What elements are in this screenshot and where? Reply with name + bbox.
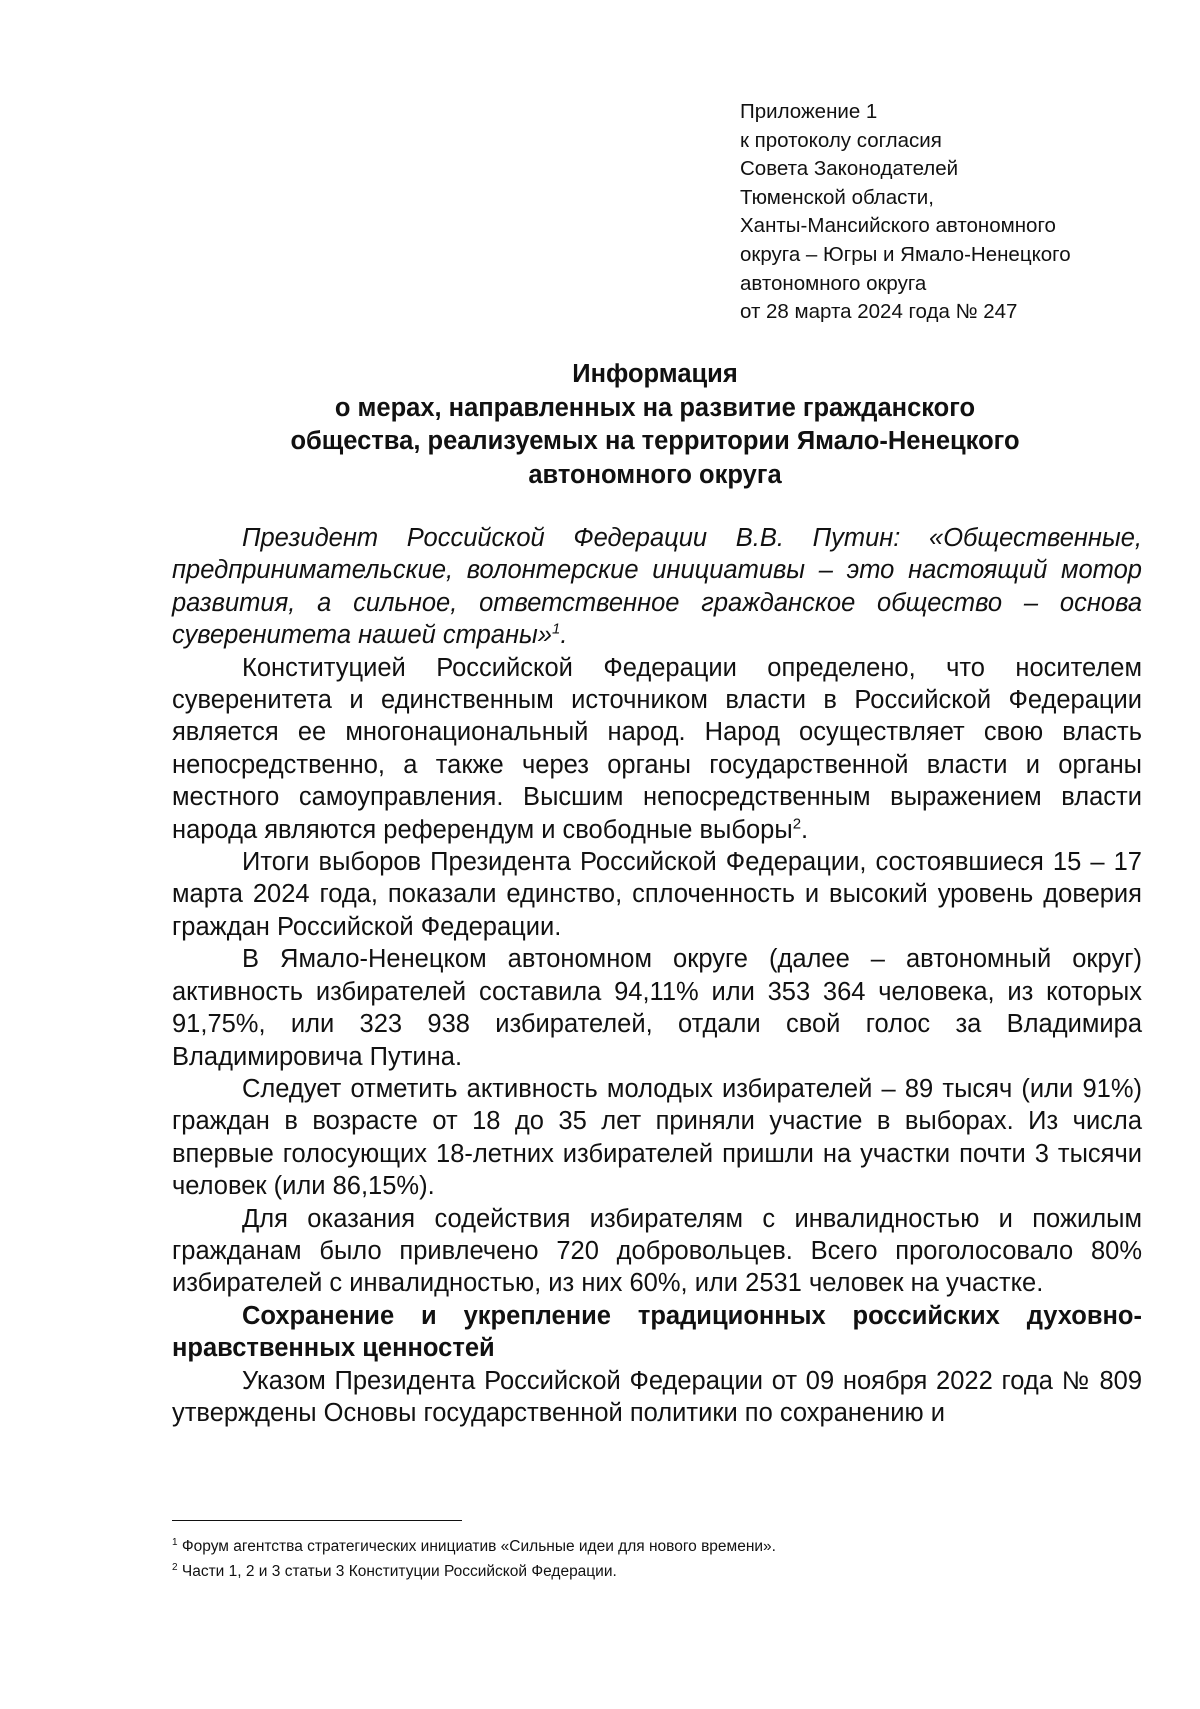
title-line: общества, реализуемых на территории Ямало-Ненецкого bbox=[290, 427, 1020, 455]
appendix-line: Совета Законодателей bbox=[740, 157, 959, 181]
document-body bbox=[172, 522, 1142, 1429]
appendix-line: от 28 марта 2024 года № 247 bbox=[740, 300, 1018, 324]
footnote-number: 1 bbox=[172, 1536, 178, 1548]
footnote-text: Форум агентства стратегических инициатив «Сильные идеи для нового времени». bbox=[181, 1538, 776, 1555]
appendix-line: Ханты-Мансийского автономного bbox=[740, 214, 1056, 238]
title-line: Информация bbox=[572, 360, 738, 388]
paragraph-constitution bbox=[172, 652, 1142, 846]
paragraph-text: Конституцией Российской Федерации определено, что носителем суверенитета и единственным источником власти в Российской Федерации является ее многонациональный народ. Народ осуществляет свою власть непосредственно, а также через органы государственной власти и органы местного самоуправления. Высшим непосредственным выражением власти народа являются референдум и свободные выборы bbox=[172, 653, 1142, 844]
footnote-number: 2 bbox=[172, 1561, 178, 1573]
paragraph-yanao: В Ямало-Ненецком автономном округе (далее – автономный округ) активность избирателей составила 94,11% или 353 364 человека, из которых 91,75%, или 323 938 избирателей, отдали свой голос за Владимира Владимировича Путина. bbox=[172, 945, 1142, 1071]
document-title bbox=[170, 358, 1140, 492]
footnote-item bbox=[172, 1534, 1142, 1559]
paragraph-tail: . bbox=[801, 815, 809, 844]
paragraph-volunteers: Для оказания содействия избирателям с инвалидностью и пожилым гражданам было привлечено 720 добровольцев. Всего проголосовало 80% избирателей с инвалидностью, из них 60%, или 2531 человек на участке. bbox=[172, 1204, 1142, 1298]
appendix-line: округа – Югры и Ямало-Ненецкого bbox=[740, 242, 1071, 266]
footnote-divider bbox=[172, 1520, 462, 1521]
footnote-ref: 1 bbox=[551, 620, 561, 638]
appendix-line: Тюменской области, bbox=[740, 185, 934, 209]
quote-text: Президент Российской Федерации В.В. Путин: «Общественные, предпринимательские, волонтерские инициативы – это настоящий мотор развития, а сильное, ответственное гражданское общество – основа суверенитета нашей страны» bbox=[172, 524, 1142, 650]
footnotes bbox=[172, 1534, 1142, 1584]
title-line: автономного округа bbox=[528, 460, 782, 489]
section-heading: Сохранение и укрепление традиционных российских духовно-нравственных ценностей bbox=[172, 1301, 1142, 1363]
appendix-line: к протоколу согласия bbox=[740, 128, 942, 152]
president-quote bbox=[172, 522, 1142, 652]
appendix-line: автономного округа bbox=[740, 271, 927, 295]
quote-tail: . bbox=[560, 621, 568, 650]
appendix-line: Приложение 1 bbox=[740, 100, 878, 123]
paragraph-results: Итоги выборов Президента Российской Федерации, состоявшиеся 15 – 17 марта 2024 года, показали единство, сплоченность и высокий уровень доверия граждан Российской Федерации. bbox=[172, 848, 1142, 941]
footnote-item bbox=[172, 1559, 1142, 1584]
paragraph-decree: Указом Президента Российской Федерации от 09 ноября 2022 года № 809 утверждены Основы государственной политики по сохранению и bbox=[172, 1366, 1142, 1427]
appendix-block bbox=[740, 98, 1160, 327]
title-line: о мерах, направленных на развитие гражданского bbox=[334, 393, 976, 422]
paragraph-youth: Следует отметить активность молодых избирателей – 89 тысяч (или 91%) граждан в возрасте от 18 до 35 лет приняли участие в выборах. Из числа впервые голосующих 18-летних избирателей пришли на участки почти 3 тысячи человек (или 86,15%). bbox=[172, 1074, 1142, 1201]
footnote-ref: 2 bbox=[792, 815, 802, 833]
footnote-text: Части 1, 2 и 3 статьи 3 Конституции Российской Федерации. bbox=[181, 1563, 617, 1580]
